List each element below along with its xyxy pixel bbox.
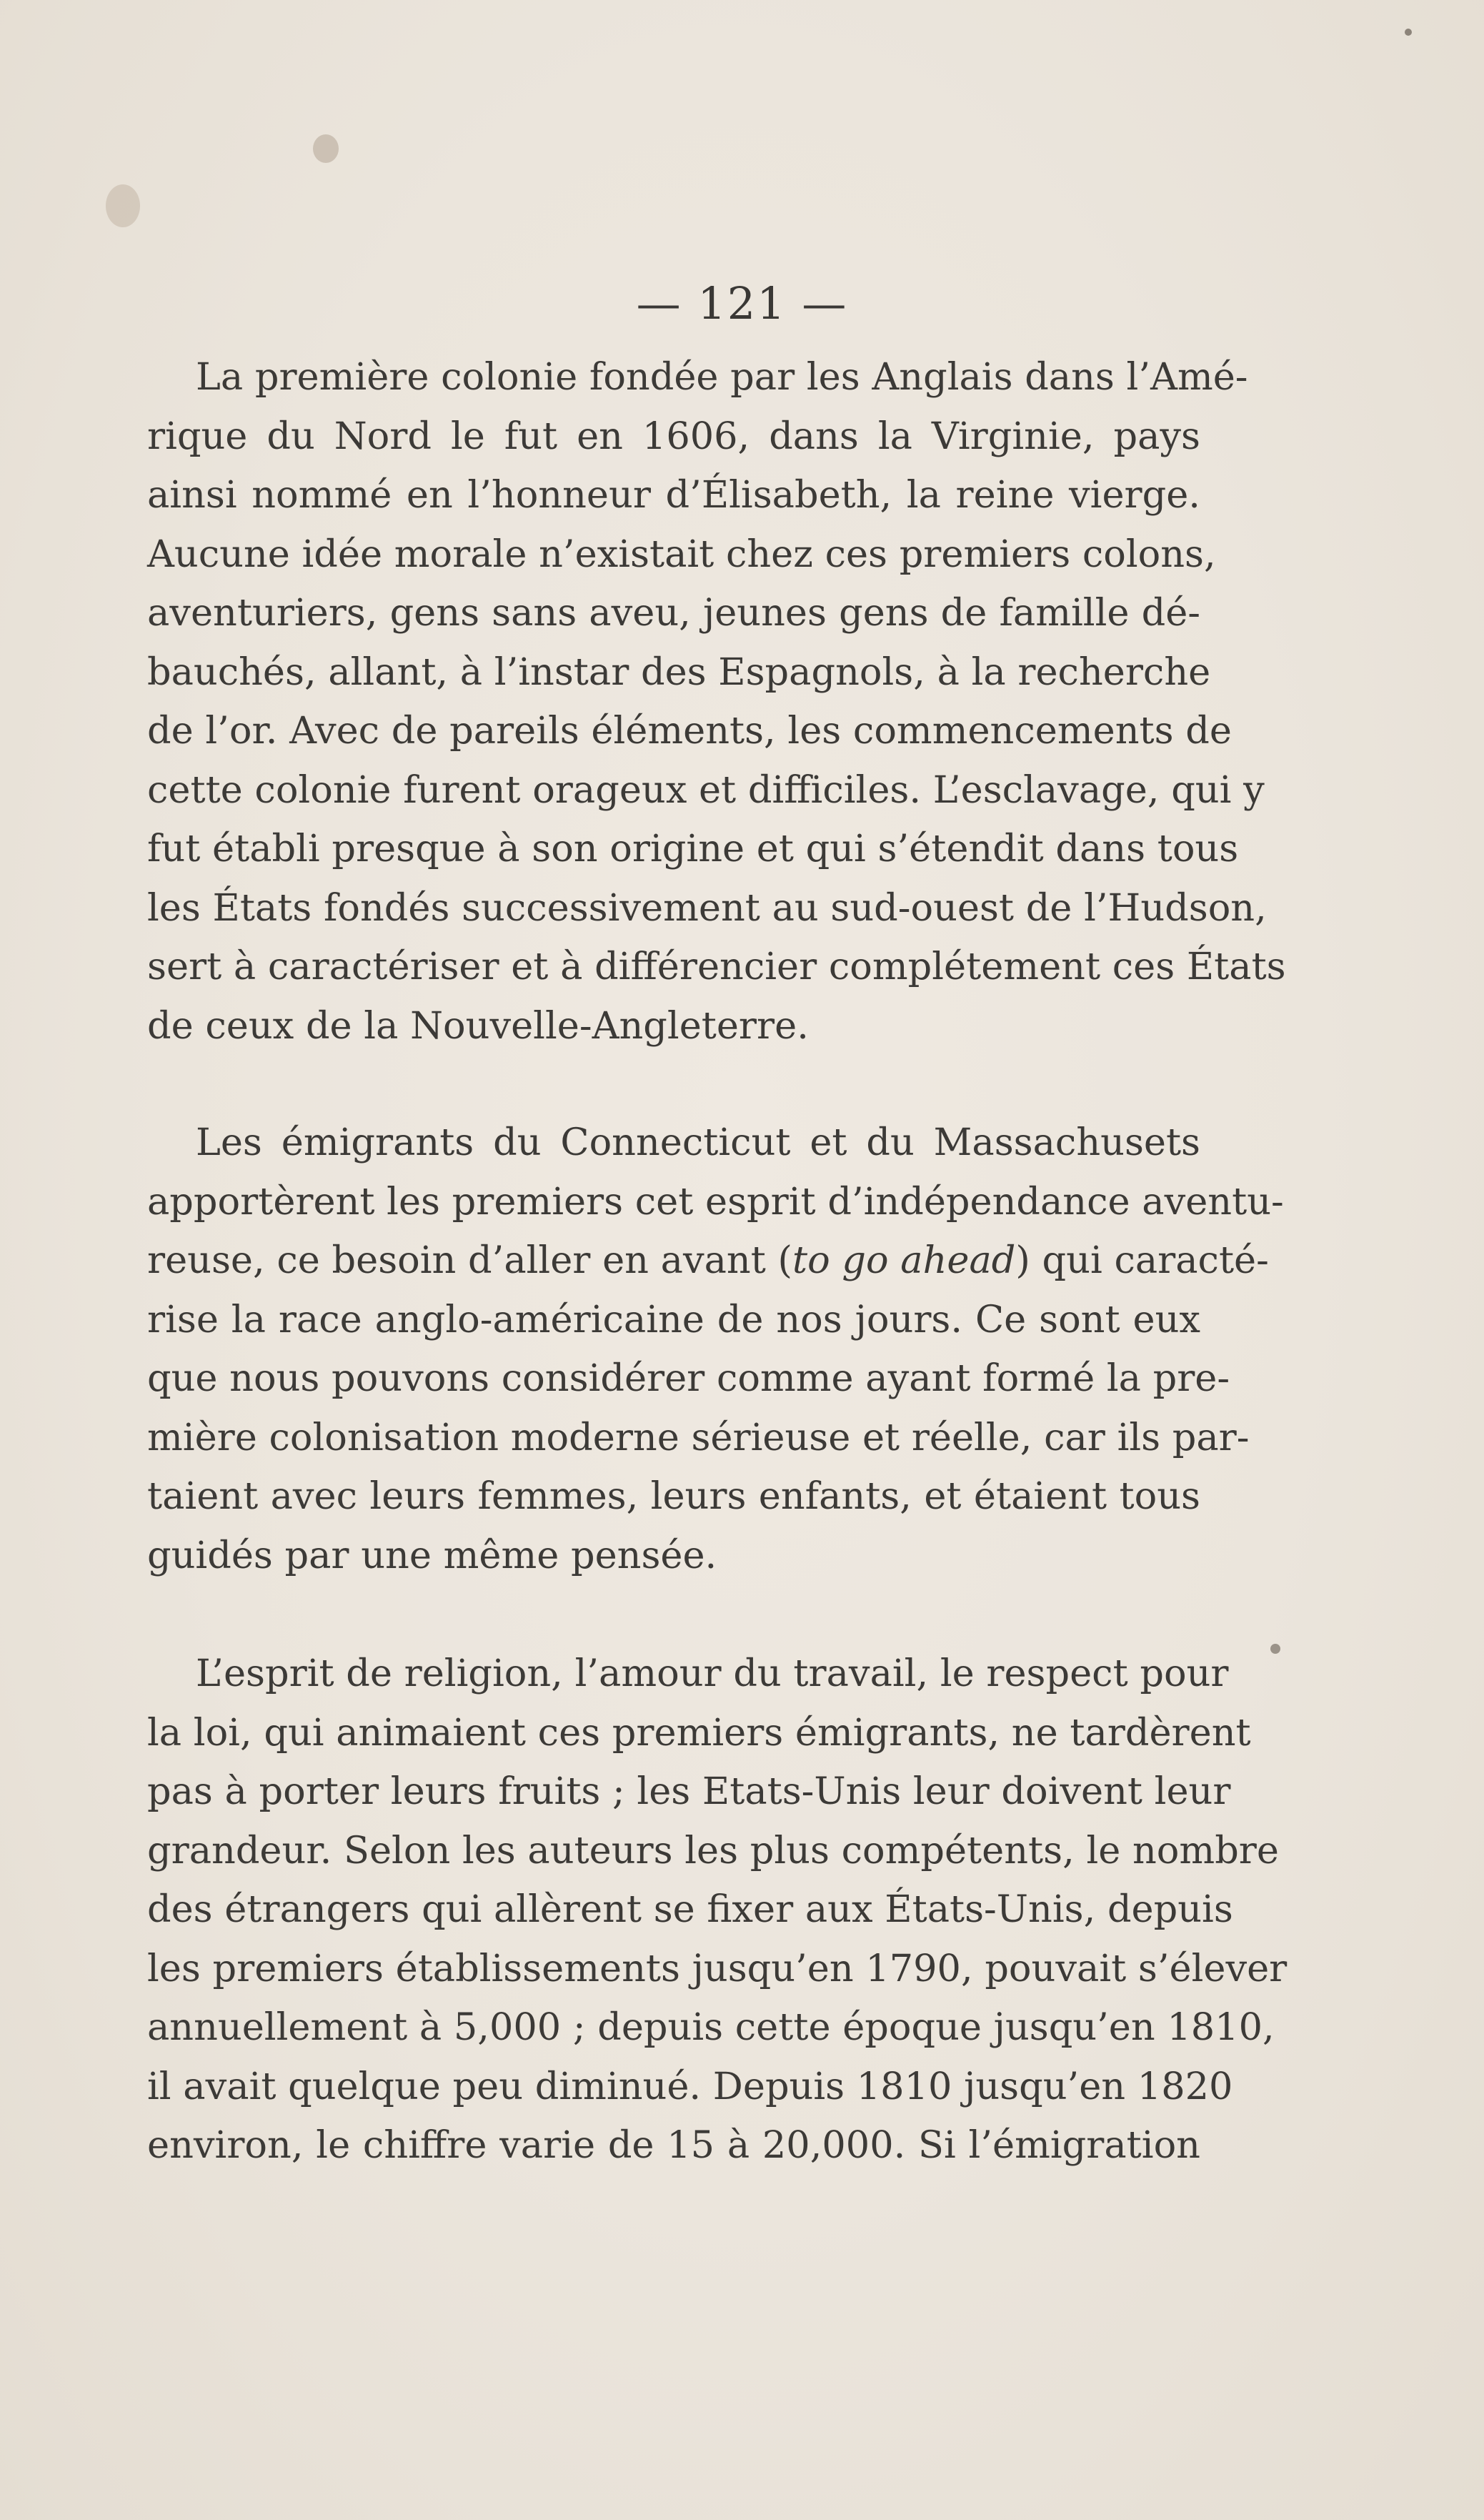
text-line: il avait quelque peu diminué. Depuis 1810 jusqu’en 1820 xyxy=(147,2064,1233,2108)
text-line: sert à caractériser et à différencier complétement ces États xyxy=(147,945,1286,988)
paragraph-3 xyxy=(147,1645,1288,2176)
paper-stain xyxy=(1270,1644,1280,1654)
text-line: ainsi nommé en l’honneur d’Élisabeth, la reine vierge. xyxy=(147,473,1200,517)
paragraph-2 xyxy=(147,1113,1284,1585)
text-line: taient avec leurs femmes, leurs enfants, et étaient tous xyxy=(147,1474,1200,1518)
text-line: les premiers établissements jusqu’en 1790, pouvait s’élever xyxy=(147,1946,1288,1990)
text-line: cette colonie furent orageux et difficiles. L’esclavage, qui y xyxy=(147,768,1265,812)
text-line: Les émigrants du Connecticut et du Massachusets xyxy=(196,1121,1200,1164)
text-line: annuellement à 5,000 ; depuis cette époque jusqu’en 1810, xyxy=(147,2005,1275,2049)
paper-stain xyxy=(106,184,140,227)
text-line: aventuriers, gens sans aveu, jeunes gens de famille dé- xyxy=(147,591,1200,635)
text-line: de l’or. Avec de pareils éléments, les commencements de xyxy=(147,709,1232,753)
text-line: pas à porter leurs fruits ; les Etats-Unis leur doivent leur xyxy=(147,1770,1231,1813)
text-line: mière colonisation moderne sérieuse et réelle, car ils par- xyxy=(147,1415,1250,1459)
text-line: des étrangers qui allèrent se fixer aux États-Unis, depuis xyxy=(147,1887,1233,1931)
text-line: de ceux de la Nouvelle-Angleterre. xyxy=(147,1003,809,1048)
italic-phrase: to go ahead xyxy=(792,1239,1016,1282)
text-line: guidés par une même pensée. xyxy=(147,1533,717,1577)
text-line: rise la race anglo-américaine de nos jours. Ce sont eux xyxy=(147,1297,1200,1341)
page-number: — 121 — xyxy=(636,277,848,329)
text-line: rique du Nord le fut en 1606, dans la Virginie, pays xyxy=(147,414,1200,458)
paper-stain xyxy=(313,134,339,163)
text-line: Aucune idée morale n’existait chez ces premiers colons, xyxy=(147,532,1216,576)
text-line: L’esprit de religion, l’amour du travail, le respect pour xyxy=(196,1652,1229,1695)
text-line: La première colonie fondée par les Anglais dans l’Amé- xyxy=(196,355,1248,399)
text-line: bauchés, allant, à l’instar des Espagnols, à la recherche xyxy=(147,650,1211,694)
text-line: grandeur. Selon les auteurs les plus compétents, le nombre xyxy=(147,1828,1279,1872)
paragraph-1 xyxy=(147,348,1286,1056)
text-line: les États fondés successivement au sud-ouest de l’Hudson, xyxy=(147,886,1267,930)
paper-stain xyxy=(1405,29,1412,36)
text-line: la loi, qui animaient ces premiers émigrants, ne tardèrent xyxy=(147,1710,1251,1755)
text-line: environ, le chiffre varie de 15 à 20,000. Si l’émigration xyxy=(147,2123,1200,2167)
text-line: apportèrent les premiers cet esprit d’indépendance aventu- xyxy=(147,1179,1284,1224)
text-line: fut établi presque à son origine et qui s’étendit dans tous xyxy=(147,827,1239,870)
text-line: reuse, ce besoin d’aller en avant (to go ahead) qui caracté- xyxy=(147,1239,1269,1282)
text-line: que nous pouvons considérer comme ayant formé la pre- xyxy=(147,1356,1230,1400)
